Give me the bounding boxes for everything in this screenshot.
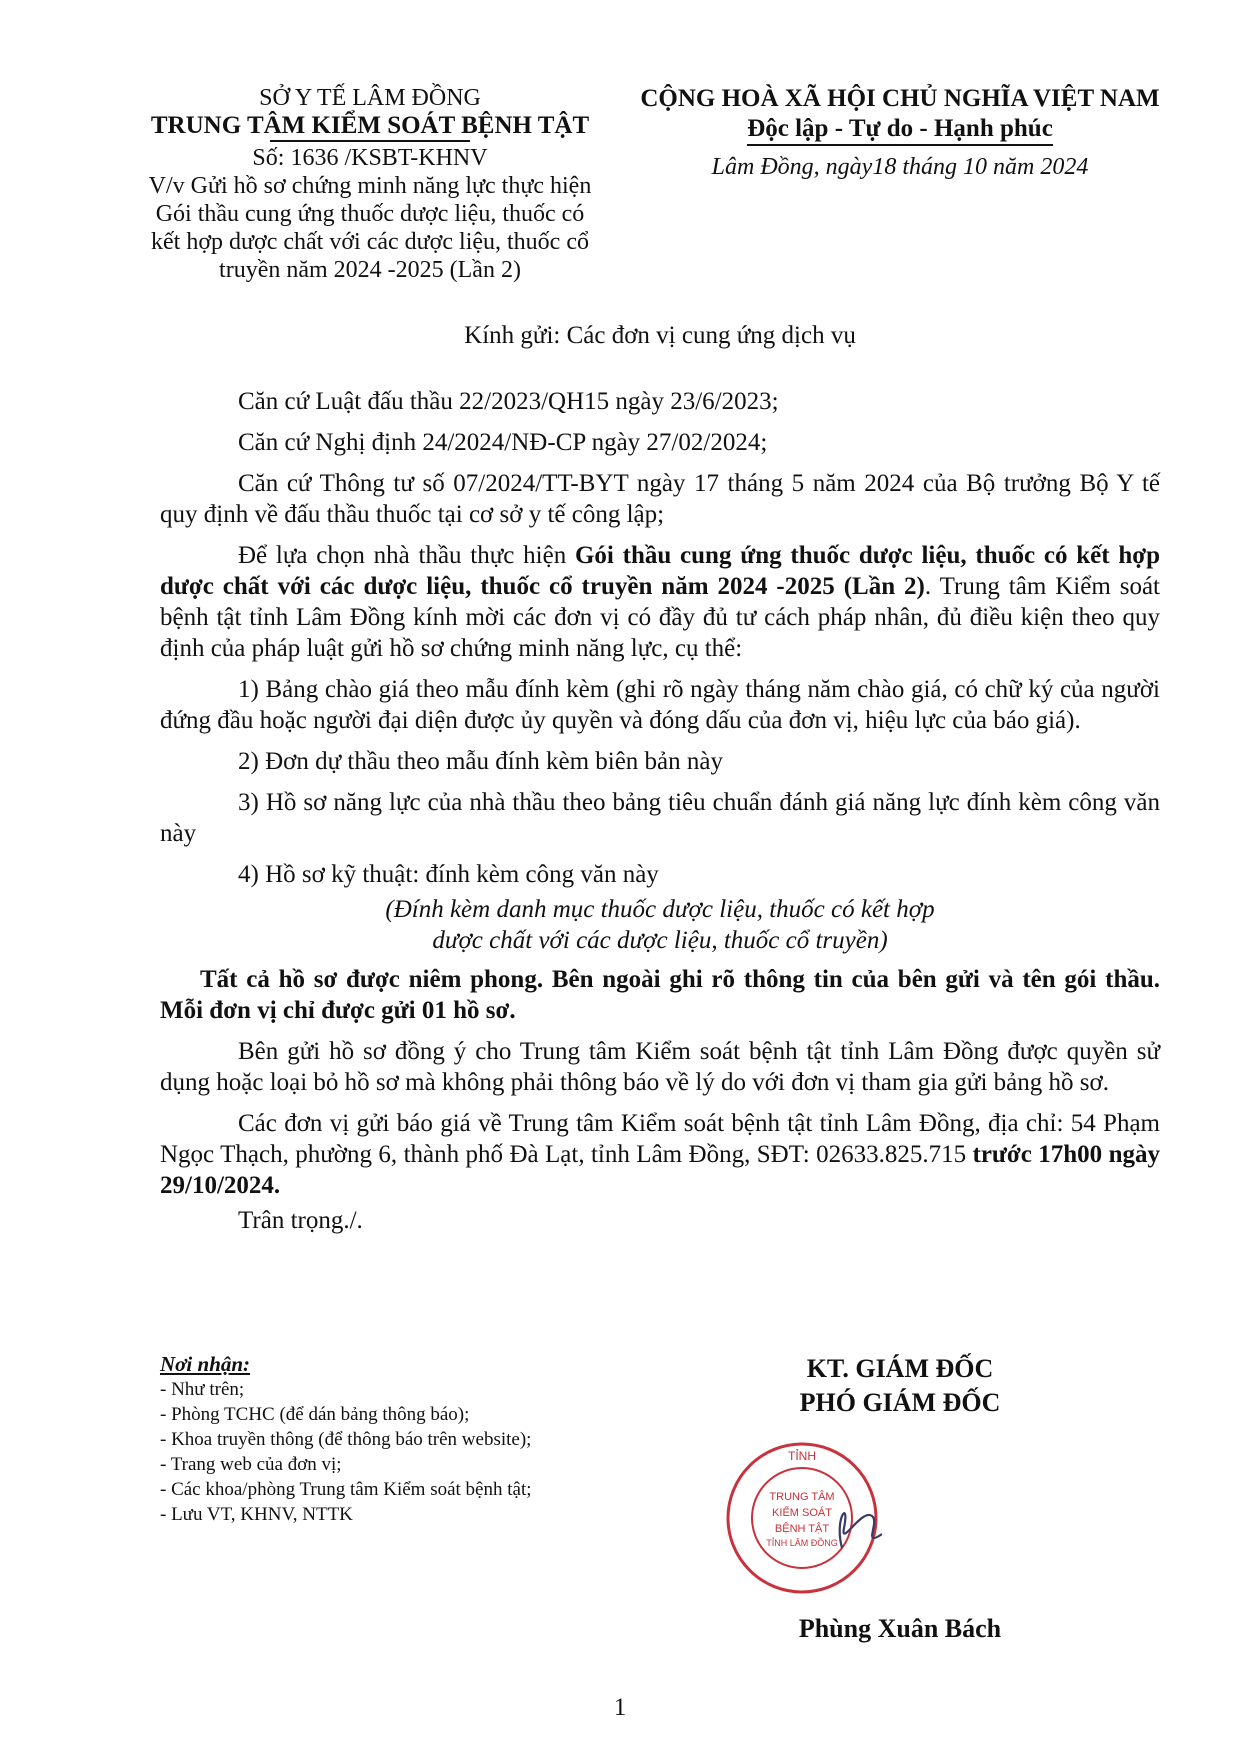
signature-block <box>720 1352 1080 1420</box>
recipient-item: - Các khoa/phòng Trung tâm Kiểm soát bệnh tật; <box>160 1479 532 1500</box>
recipient-item: - Lưu VT, KHNV, NTTK <box>160 1504 353 1525</box>
header-right <box>620 84 1180 181</box>
recipient-item: - Như trên; <box>160 1379 245 1400</box>
signature-title: PHÓ GIÁM ĐỐC <box>799 1388 1001 1417</box>
intro-text: . Trung tâm Kiểm soát bệnh tật tỉnh Lâm Đồng kính mời các đơn vị có đầy đủ tư cách pháp nhân, đủ điều kiện theo quy định của pháp luật gửi hồ sơ chứng minh năng lực, cụ thể: <box>160 573 1160 662</box>
subject-line: Gói thầu cung ứng thuốc dược liệu, thuốc có <box>155 201 585 227</box>
country-name: CỘNG HOÀ XÃ HỘI CHỦ NGHĨA VIỆT NAM <box>640 85 1160 112</box>
org-parent: SỞ Y TẾ LÂM ĐỒNG <box>259 85 481 111</box>
package-name: Gói thầu cung ứng thuốc dược liệu, thuốc có kết hợp dược chất với các dược liệu, thuốc cổ truyền năm 2024 -2025 (Lần 2) <box>160 542 1160 600</box>
recipient-item: - Trang web của đơn vị; <box>160 1454 342 1475</box>
signer-name: Phùng Xuân Bách <box>798 1614 1002 1643</box>
subject-line: truyền năm 2024 -2025 (Lần 2) <box>219 257 521 283</box>
official-stamp <box>722 1438 882 1598</box>
stamp-text: TỈNH LÂM ĐỒNG <box>766 1538 838 1548</box>
address-paragraph <box>160 1108 1160 1201</box>
recipient-item: - Khoa truyền thông (để thông báo trên website); <box>160 1429 532 1450</box>
stamp-text: KIỂM SOÁT <box>772 1507 832 1519</box>
sealed-notice: Tất cả hồ sơ được niêm phong. Bên ngoài ghi rõ thông tin của bên gửi và tên gói thầu. Mỗi đơn vị chỉ được gửi 01 hồ sơ. <box>160 966 1160 1024</box>
recipients-block <box>160 1352 680 1527</box>
letter-body <box>160 386 1160 1236</box>
requirement-item: 4) Hồ sơ kỹ thuật: đính kèm công văn này <box>238 861 659 888</box>
requirement-item: 2) Đơn dự thầu theo mẫu đính kèm biên bản này <box>238 748 723 775</box>
stamp-text: BỆNH TẬT <box>774 1523 830 1535</box>
org-name: TRUNG TÂM KIỂM SOÁT BỆNH TẬT <box>150 112 590 139</box>
header-left <box>120 84 620 284</box>
subject-line: V/v Gửi hồ sơ chứng minh năng lực thực hiện <box>148 173 592 199</box>
attachment-note: (Đính kèm danh mục thuốc dược liệu, thuốc có kết hợp <box>385 896 935 923</box>
deadline: trước 17h00 ngày 29/10/2024. <box>160 1141 1160 1199</box>
basis-paragraph: Căn cứ Luật đấu thầu 22/2023/QH15 ngày 23/6/2023; <box>238 388 779 415</box>
requirement-item: 3) Hồ sơ năng lực của nhà thầu theo bảng tiêu chuẩn đánh giá năng lực đính kèm công văn này <box>160 789 1160 847</box>
intro-text: Để lựa chọn nhà thầu thực hiện <box>238 542 575 569</box>
recipients-title: Nơi nhận: <box>160 1352 251 1376</box>
requirement-item: 1) Bảng chào giá theo mẫu đính kèm (ghi rõ ngày tháng năm chào giá, có chữ ký của người đứng đầu hoặc người đại diện được ủy quyền và đóng dấu của đơn vị, hiệu lực của báo giá). <box>160 676 1160 734</box>
org-underline <box>270 140 470 142</box>
intro-paragraph <box>160 540 1160 664</box>
attachment-note: dược chất với các dược liệu, thuốc cổ truyền) <box>432 927 888 954</box>
greeting: Kính gửi: Các đơn vị cung ứng dịch vụ <box>464 322 856 349</box>
motto: Độc lập - Tự do - Hạnh phúc <box>747 114 1053 146</box>
stamp-ring-text: TỈNH <box>788 1449 816 1463</box>
subject-line: kết hợp dược chất với các dược liệu, thuốc cổ <box>151 229 589 255</box>
page-number: 1 <box>613 1694 627 1721</box>
basis-paragraph: Căn cứ Nghị định 24/2024/NĐ-CP ngày 27/02/2024; <box>238 429 768 456</box>
stamp-text: TRUNG TÂM <box>769 1491 835 1503</box>
place-date: Lâm Đồng, ngày18 tháng 10 năm 2024 <box>711 154 1089 180</box>
stamp-graphic <box>722 1438 882 1598</box>
closing: Trân trọng./. <box>238 1207 363 1234</box>
consent-paragraph: Bên gửi hồ sơ đồng ý cho Trung tâm Kiểm soát bệnh tật tỉnh Lâm Đồng được quyền sử dụng hoặc loại bỏ hồ sơ mà không phải thông báo về lý do với đơn vị tham gia gửi bảng hồ sơ. <box>160 1038 1160 1096</box>
address-text: Các đơn vị gửi báo giá về Trung tâm Kiểm soát bệnh tật tỉnh Lâm Đồng, địa chỉ: 54 Phạm Ngọc Thạch, phường 6, thành phố Đà Lạt, tỉnh Lâm Đồng, SĐT: 02633.825.715 <box>160 1110 1160 1168</box>
recipient-item: - Phòng TCHC (để dán bảng thông báo); <box>160 1404 470 1425</box>
doc-number: Số: 1636 /KSBT-KHNV <box>252 145 488 171</box>
basis-paragraph: Căn cứ Thông tư số 07/2024/TT-BYT ngày 17 tháng 5 năm 2024 của Bộ trưởng Bộ Y tế quy định về đấu thầu thuốc tại cơ sở y tế công lập; <box>160 470 1160 528</box>
signature-title: KT. GIÁM ĐỐC <box>806 1354 994 1383</box>
